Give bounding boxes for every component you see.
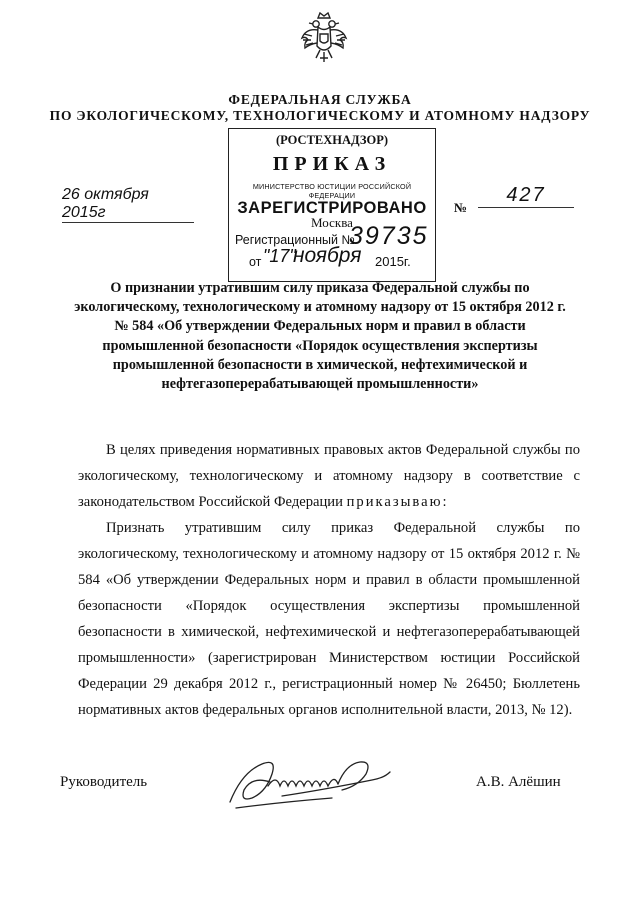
order-number-label: №	[454, 200, 468, 215]
stamp-date-month: ноября	[293, 244, 362, 267]
coat-of-arms-icon	[298, 10, 350, 70]
signer-title: Руководитель	[60, 774, 148, 790]
stamp-agency: (РОСТЕХНАДЗОР)	[275, 133, 389, 147]
body-paragraph-1-text: В целях приведения нормативных правовых актов Федеральной службы по экологическому, технологическому и атомному надзору в соответствие с законодательством Российской Федерации	[78, 442, 580, 510]
stamp-reg-number: 39735	[349, 222, 429, 250]
agency-name-line1: ФЕДЕРАЛЬНАЯ СЛУЖБА	[228, 92, 412, 107]
body-paragraph-2: Признать утратившим силу приказ Федеральной службы по экологическому, технологическому и атомному надзору от 15 октября 2012 г. № 584 «Об утверждении Федеральных норм и правил в области промышленной безопасности «Порядок осуществления экспертизы промышленной безопасности в химической, нефтехимической и нефтегазоперерабатывающей промышленности» (зарегистрирован Министерством юстиции Российской Федерации 29 декабря 2012 г., регистрационный номер № 26450; Бюллетень нормативных актов федеральных органов исполнительной власти, 2013, № 12).	[78, 520, 580, 718]
stamp-ministry: МИНИСТЕРСТВО ЮСТИЦИИ РОССИЙСКОЙ ФЕДЕРАЦИИ	[252, 182, 412, 200]
stamp-date-prefix: от	[249, 255, 262, 269]
stamp-registered: ЗАРЕГИСТРИРОВАНО	[237, 199, 427, 217]
signer-name: А.В. Алёшин	[476, 774, 561, 790]
stamp-date-year: 2015г.	[375, 254, 411, 269]
agency-name-line2: ПО ЭКОЛОГИЧЕСКОМУ, ТЕХНОЛОГИЧЕСКОМУ И АТОМНОМУ НАДЗОРУ	[49, 108, 591, 123]
stamp-city: Москва	[311, 215, 353, 230]
stamp-date-day: "17"	[263, 246, 296, 266]
order-directive: приказываю:	[346, 494, 449, 510]
handwritten-signature	[222, 752, 397, 814]
body-paragraph-1	[78, 437, 580, 515]
stamp-title: ПРИКАЗ	[272, 153, 392, 175]
document-body	[78, 437, 580, 723]
document-title: О признании утратившим силу приказа Федеральной службы по экологическому, технологическому и атомному надзору от 15 октября 2012 г. № 584 «Об утверждении Федеральных норм и правил в области промышленной безопасности «Порядок осуществления экспертизы промышленной безопасности в химической, нефтехимической и нефтегазоперерабатывающей промышленности»	[74, 280, 566, 393]
order-date: 26 октября 2015г	[62, 186, 194, 223]
order-number: 427	[478, 184, 574, 208]
registration-stamp	[228, 128, 436, 282]
stamp-reg-number-label: Регистрационный №	[235, 233, 355, 247]
